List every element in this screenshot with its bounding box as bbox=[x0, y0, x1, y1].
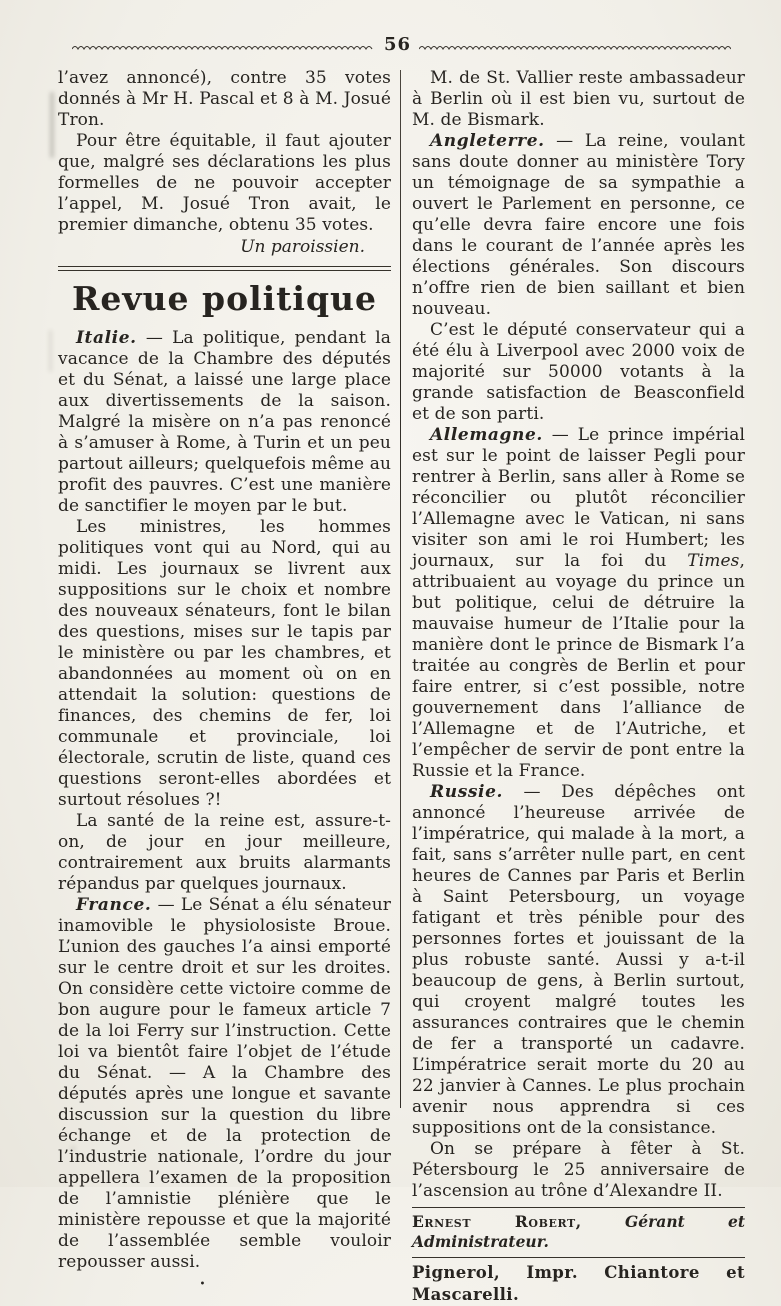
page-number: 56 bbox=[383, 34, 412, 55]
text-segment: On se prépare à fêter à St. Pétersbourg le 25 anniversaire de l’ascension au trône d’Alexandre II. bbox=[412, 1139, 745, 1201]
section-lead: Italie. bbox=[76, 328, 137, 348]
article-paragraph bbox=[412, 782, 745, 1139]
article-paragraph bbox=[58, 811, 391, 895]
column-layout bbox=[58, 68, 745, 1306]
wavy-rule-left-icon bbox=[72, 43, 376, 52]
wavy-rule-right-icon bbox=[419, 43, 731, 52]
section-lead: France. bbox=[76, 895, 152, 915]
text-segment: Pignerol, Impr. Chiantore et Mascarelli. bbox=[412, 1263, 745, 1304]
printer-line bbox=[412, 1262, 745, 1306]
text-segment: Gérant et Administrateur. bbox=[412, 1212, 745, 1251]
text-segment: Times bbox=[687, 551, 740, 571]
scan-smudge bbox=[70, 1146, 76, 1151]
text-segment: Les ministres, les hommes politiques vont qui au Nord, qui au midi. Les journaux se livrent aux suppositions sur le choix et nombre des nouveaux sénateurs, font le bilan des questions, mises sur le tapis par le ministère ou par les chambres, et abandonnées au moment où on en attendait la solution: questions de finances, des chemins de fer, loi communale et provinciale, loi électorale, scrutin de liste, quand ces questions seront-elles abordées et surtout résolues ?! bbox=[58, 517, 391, 810]
revue-politique-heading: Revue politique bbox=[71, 279, 378, 318]
page-header bbox=[58, 34, 745, 60]
article-paragraph bbox=[412, 131, 745, 320]
left-column bbox=[58, 68, 391, 1306]
section-lead: Russie. bbox=[430, 782, 504, 802]
text-segment: — Le prince impérial est sur le point de laisser Pegli pour rentrer à Berlin, sans aller à Rome se réconcilier ou plutôt réconcilier l’Allemagne avec le Vatican, ni sans visiter son ami le roi Humbert; les journaux, sur la foi du bbox=[412, 425, 745, 571]
article-paragraph bbox=[412, 68, 745, 131]
section-lead: Allemagne. bbox=[430, 425, 543, 445]
text-segment: M. de St. Vallier reste ambassadeur à Berlin où il est bien vu, surtout de M. de Bismark. bbox=[412, 68, 745, 130]
separator-rule bbox=[412, 1207, 745, 1208]
text-segment: — La politique, pendant la vacance de la Chambre des députés et du Sénat, a laissé une large place aux divertissements de la saison. Malgré la misère on n’a pas renoncé à s’amuser à Rome, à Turin et un peu partout ailleurs; quelquefois même au profit des pauvres. C’est une manière de sanctifier le moyen par le but. bbox=[58, 328, 391, 516]
article-paragraph bbox=[58, 68, 391, 131]
right-column bbox=[412, 68, 745, 1306]
text-segment: La santé de la reine est, assure-t-on, de jour en jour meilleure, contrairement aux bruits alarmants répandus par quelques journaux. bbox=[58, 811, 391, 894]
author-signature: Un paroissien. bbox=[240, 237, 365, 257]
article-paragraph bbox=[58, 517, 391, 811]
article-paragraph bbox=[412, 1139, 745, 1202]
section-lead: Angleterre. bbox=[430, 131, 545, 151]
text-segment: l’avez annoncé), contre 35 votes donnés à Mr H. Pascal et 8 à M. Josué Tron. bbox=[58, 68, 391, 130]
article-paragraph bbox=[58, 895, 391, 1273]
scan-smudge bbox=[49, 330, 52, 372]
text-segment: , attribuaient au voyage du prince un but politique, celui de détruire la mauvaise humeur de l’Italie pour la manière dont le prince de Bismark l’a traitée au congrès de Berlin et pour faire entrer, si c’est possible, notre gouvernement dans l’alliance de l’Allemagne et de l’Autriche, et l’empêcher de servir de pont entre la Russie et la France. bbox=[412, 551, 745, 781]
scan-smudge bbox=[50, 92, 54, 158]
separator-rule bbox=[412, 1257, 745, 1258]
gerant-line bbox=[412, 1212, 745, 1252]
text-segment: — Des dépêches ont annoncé l’heureuse arrivée de l’impératrice, qui malade à la mort, a fait, sans s’arrêter nulle part, en cent heures de Cannes par Paris et Berlin à Saint Petersbourg, un voyage fatigant et très pénible pour des personnes fortes et jouissant de la plus robuste santé. Aussi y a-t-il beaucoup de gens, à Berlin surtout, qui croyent malgré toutes les assurances contraires que le chemin de fer a transporté un cadavre. L’impératrice serait morte du 20 au 22 janvier à Cannes. Le plus prochain avenir nous apprendra si ces suppositions ont de la consistance. bbox=[412, 782, 745, 1138]
article-paragraph bbox=[412, 425, 745, 782]
article-paragraph bbox=[58, 131, 391, 236]
end-of-article-mark: • bbox=[199, 1279, 206, 1290]
text-segment: Pour être équitable, il faut ajouter que, malgré ses déclarations les plus formelles de ne pouvoir accepter l’appel, M. Josué Tron avait, le premier dimanche, obtenu 35 votes. bbox=[58, 131, 391, 235]
article-paragraph bbox=[58, 328, 391, 517]
double-rule bbox=[58, 266, 391, 271]
article-paragraph bbox=[412, 320, 745, 425]
text-segment: Ernest Robert, bbox=[412, 1212, 582, 1231]
text-segment: — Le Sénat a élu sénateur inamovible le physiolosiste Broue. L’union des gauches l’a ainsi emporté sur le centre droit et sur les droites. On considère cette victoire comme de bon augure pour le fameux article 7 de la loi Ferry sur l’instruction. Cette loi va bientôt faire l’objet de l’étude du Sénat. — A la Chambre des députés après une longue et savante discussion sur la question du libre échange et de la protection de l’industrie nationale, l’ordre du jour appellera l’examen de la proposition de l’amnistie plénière que le ministère repousse et que la majorité de l’assemblée semble vouloir repousser aussi. bbox=[58, 895, 391, 1272]
text-segment: C’est le député conservateur qui a été élu à Liverpool avec 2000 voix de majorité sur 50000 votants à la grande satisfaction de Beasconfield et de son parti. bbox=[412, 320, 745, 424]
column-divider-rule bbox=[400, 70, 401, 1108]
text-segment: — La reine, voulant sans doute donner au ministère Tory un témoignage de sa sympathie a ouvert le Parlement en personne, ce qu’elle devra faire encore une fois dans le courant de l’année après les élections générales. Son discours n’offre rien de bien saillant et bien nouveau. bbox=[412, 131, 745, 319]
